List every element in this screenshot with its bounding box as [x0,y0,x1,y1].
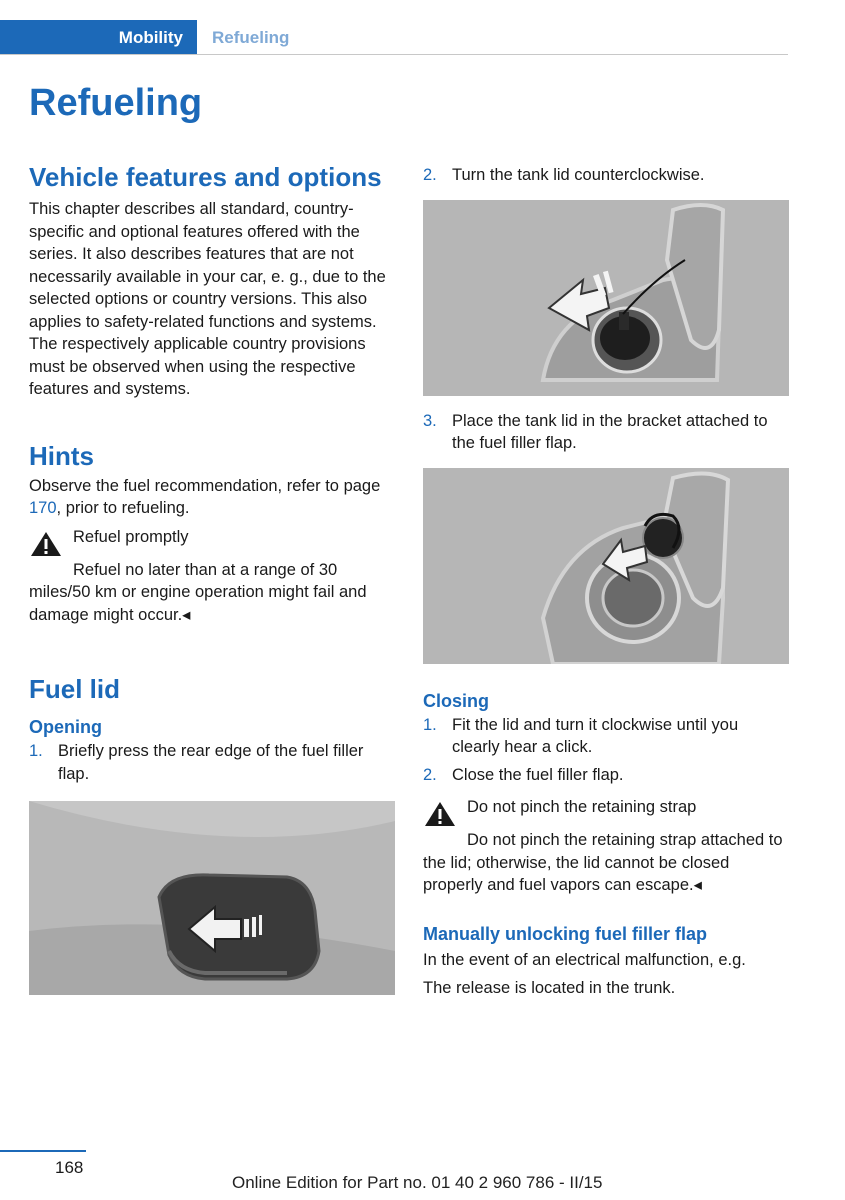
step-text: Briefly press the rear edge of the fuel filler flap. [58,742,364,783]
right-column [423,164,789,1000]
closing-steps-list [423,714,789,787]
opening-heading: Opening [29,717,102,737]
page-link-170[interactable]: 170 [29,499,57,517]
hints-body-after-link: , prior to refueling. [56,499,190,517]
step-text: Turn the tank lid counterclockwise. [452,166,705,184]
left-column [29,160,387,995]
page-number: 168 [55,1158,84,1177]
opening-steps-continued-2 [423,410,789,455]
manual-unlock-line2: The release is located in the trunk. [423,979,676,997]
warning-retaining-strap [423,796,789,897]
tank-lid-turn-illustration [423,200,789,396]
step-number: 1. [29,742,43,760]
opening-steps-continued [423,164,789,187]
opening-steps-list [29,740,387,785]
manual-unlock-line1: In the event of an electrical malfunction, e.g. [423,950,746,969]
warning-header [29,526,387,554]
list-item [423,764,789,787]
warning-title: Refuel promptly [73,527,189,546]
warning-triangle-icon [29,530,63,558]
warning-refuel-promptly [29,526,387,627]
tab-refueling[interactable]: Refueling [212,28,290,47]
warning-title: Do not pinch the retaining strap [467,798,697,816]
page-title: Refueling [29,82,203,124]
header-tabbar [0,20,788,55]
closing-heading: Closing [423,690,489,711]
footer-rule [0,1150,86,1152]
footer-edition: Online Edition for Part no. 01 40 2 960 786 - II/15 [232,1173,603,1192]
step-text: Place the tank lid in the bracket attached to the fuel filler flap. [452,411,768,452]
step-number: 3. [423,411,437,430]
warning-header [423,796,789,824]
hints-heading: Hints [29,440,94,471]
list-item [423,714,789,759]
step-text: Fit the lid and turn it clockwise until you clearly hear a click. [452,715,739,756]
fuel-flap-press-illustration [29,801,395,995]
list-item [29,740,387,785]
list-item [423,410,789,455]
vehicle-features-body: This chapter describes all standard, country-specific and optional features offered with the series. It also describes features that are not necessarily available in your car, e. g., due to the selected options or country versions. This also applies to safety-related functions and systems. The respectively applicable country provisions must be observed when using the respective features and systems. [29,200,386,398]
tab-mobility[interactable]: Mobility [0,20,197,54]
hints-body-before-link: Observe the fuel recommendation, refer to page [29,476,381,495]
fuel-lid-heading: Fuel lid [29,674,120,704]
step-number: 1. [423,715,437,734]
step-text: Close the fuel filler flap. [452,765,624,784]
step-number: 2. [423,765,437,784]
warning-body: Do not pinch the retaining strap attached to the lid; otherwise, the lid cannot be closed properly and fuel vapors can escape.◂ [423,831,783,894]
list-item [423,164,789,187]
tank-lid-bracket-illustration [423,468,789,664]
manual-unlock-heading: Manually unlocking fuel filler flap [423,923,708,944]
step-number: 2. [423,166,437,184]
hints-body [29,475,387,520]
warning-triangle-icon [423,800,457,828]
vehicle-features-heading: Vehicle features and options [29,162,382,192]
warning-body: Refuel no later than at a range of 30 miles/50 km or engine operation might fail and damage might occur.◂ [29,560,367,624]
